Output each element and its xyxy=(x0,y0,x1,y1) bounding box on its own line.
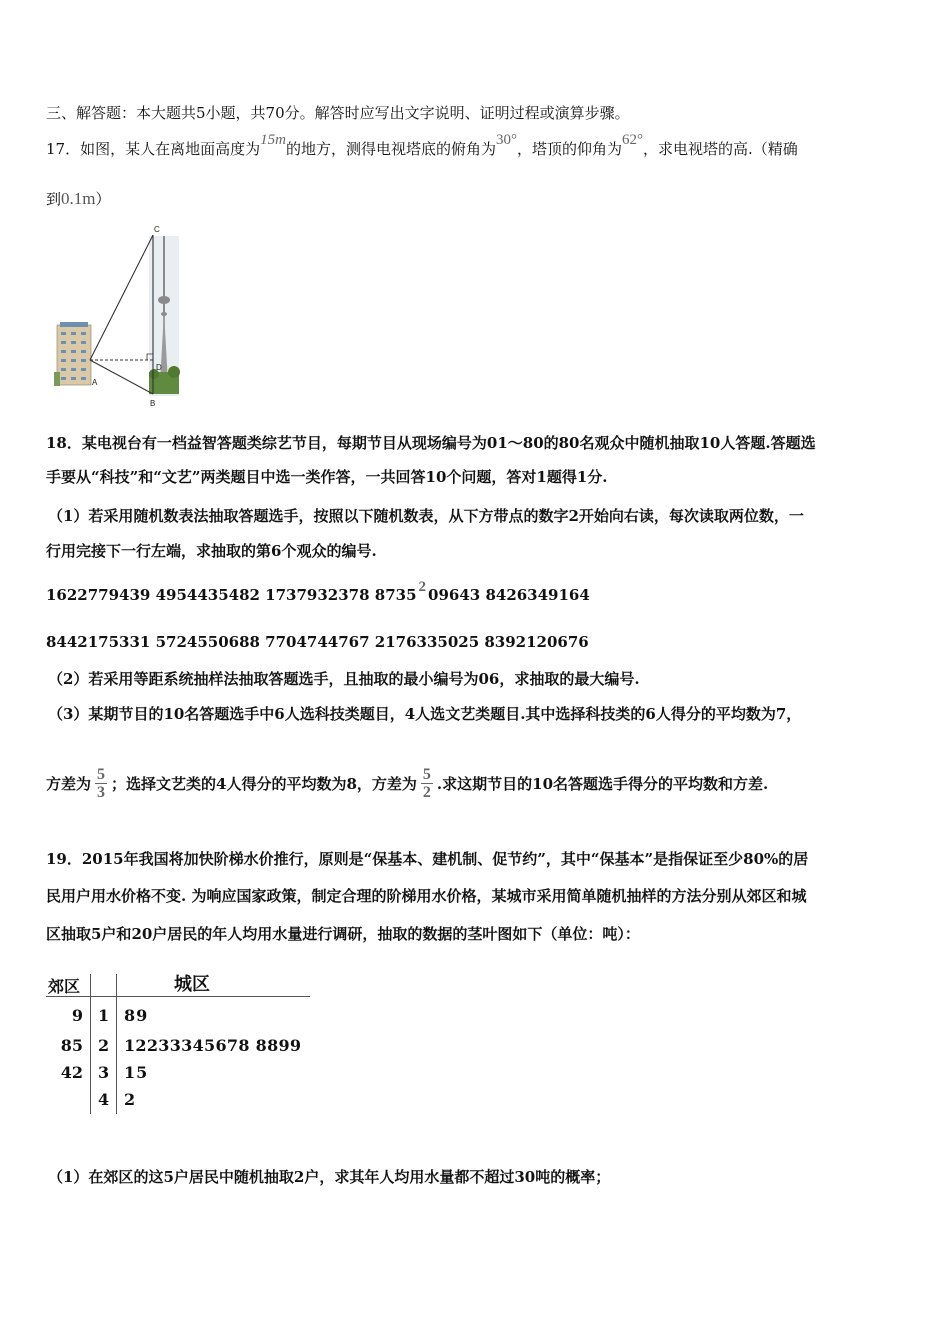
random-row1-part-a: 1622779439 4954435482 1737932378 8735 xyxy=(46,586,417,604)
fraction-five-halves: $\frac{5}{2}$ xyxy=(422,766,431,801)
stem-leaf-right-divider xyxy=(116,974,117,1114)
q19-line2: 民用户用水价格不变. 为响应国家政策，制定合理的阶梯用水价格，某城市采用简单随机抽样的方法分别从郊区和城 xyxy=(46,887,807,905)
stem-leaf-header-left: 郊区 xyxy=(48,977,81,996)
random-table-row1 xyxy=(46,579,590,605)
random-row1-dotted-digit: 2 xyxy=(418,579,427,595)
q17-text-d: ，求电视塔的高.（精确 xyxy=(642,140,798,158)
q18-line1: 18．某电视台有一档益智答题类综艺节目，每期节目从现场编号为01～80的80名观众中随机抽取10人答题.答题选 xyxy=(46,434,816,452)
random-row1-part-b: 09643 8426349164 xyxy=(428,586,590,604)
q17-math-elevation: 62° xyxy=(621,132,643,148)
q17-math-precision: 0.1m xyxy=(61,189,96,208)
label-c: C xyxy=(154,225,160,234)
q19-line1: 19．2015年我国将加快阶梯水价推行，原则是“保基本、建机制、促节约”，其中“保基本”是指保证至少80%的居 xyxy=(46,850,809,868)
q18-p3-text-b: ；选择文艺类的4人得分的平均数为8，方差为 xyxy=(111,775,417,793)
q17-text-f: ） xyxy=(95,190,111,208)
q17-math-height: 15m xyxy=(260,132,286,148)
label-a: A xyxy=(92,378,98,387)
q18-part3-line2 xyxy=(46,766,768,801)
q18-part1-line1: （1）若采用随机数表法抽取答题选手，按照以下随机数表，从下方带点的数字2开始向右读，每次读取两位数，一 xyxy=(48,507,804,525)
label-d: D xyxy=(156,363,162,372)
building-illustration xyxy=(54,322,91,386)
q18-p3-text-a: 方差为 xyxy=(46,775,92,793)
q18-part1-line2: 行用完接下一行左端，求抽取的第6个观众的编号. xyxy=(46,542,377,560)
stem-leaf-plot: 郊区 城区 9 1 89 85 2 12233345678 8899 42 3 15 4 2 xyxy=(46,968,316,1116)
q17-text-b: 的地方，测得电视塔底的俯角为 xyxy=(285,140,496,158)
q18-part2: （2）若采用等距系统抽样法抽取答题选手，且抽取的最小编号为06，求抽取的最大编号. xyxy=(48,670,640,688)
q17-figure xyxy=(50,222,190,412)
q17-line2 xyxy=(46,188,111,209)
stem-leaf-header-divider xyxy=(46,996,310,997)
label-b: B xyxy=(150,399,156,408)
q17-math-depression: 30° xyxy=(495,132,517,148)
q18-line2: 手要从“科技”和“文艺”两类题目中选一类作答，一共回答10个问题，答对1题得1分. xyxy=(46,468,608,486)
q17-text-a: 如图，某人在离地面高度为 xyxy=(80,140,261,158)
q18-part3-line1: （3）某期节目的10名答题选手中6人选科技类题目，4人选文艺类题目.其中选择科技类的6人得分的平均数为7， xyxy=(48,705,802,723)
q17-number: 17． xyxy=(46,140,81,158)
q19-part1: （1）在郊区的这5户居民中随机抽取2户，求其年人均用水量都不超过30吨的概率； xyxy=(48,1168,611,1186)
q19-line3: 区抽取5户和20户居民的年人均用水量进行调研，抽取的数据的茎叶图如下（单位：吨）： xyxy=(46,925,640,943)
q17-line1 xyxy=(46,132,798,159)
line-a-to-c xyxy=(90,235,153,360)
q17-text-e: 到 xyxy=(46,190,62,208)
fraction-five-thirds: $\frac{5}{3}$ xyxy=(97,766,106,801)
stem-leaf-left-divider xyxy=(90,974,91,1114)
line-a-to-b xyxy=(90,360,153,394)
random-table-row2: 8442175331 5724550688 7704744767 2176335025 8392120676 xyxy=(46,633,589,651)
tv-tower-illustration xyxy=(149,236,180,396)
q18-p3-text-c: .求这期节目的10名答题选手得分的平均数和方差. xyxy=(436,775,769,793)
section-title: 三、解答题：本大题共5小题，共70分。解答时应写出文字说明、证明过程或演算步骤。 xyxy=(46,104,630,122)
q17-text-c: ，塔顶的仰角为 xyxy=(516,140,622,158)
stem-leaf-header-right: 城区 xyxy=(174,974,210,995)
